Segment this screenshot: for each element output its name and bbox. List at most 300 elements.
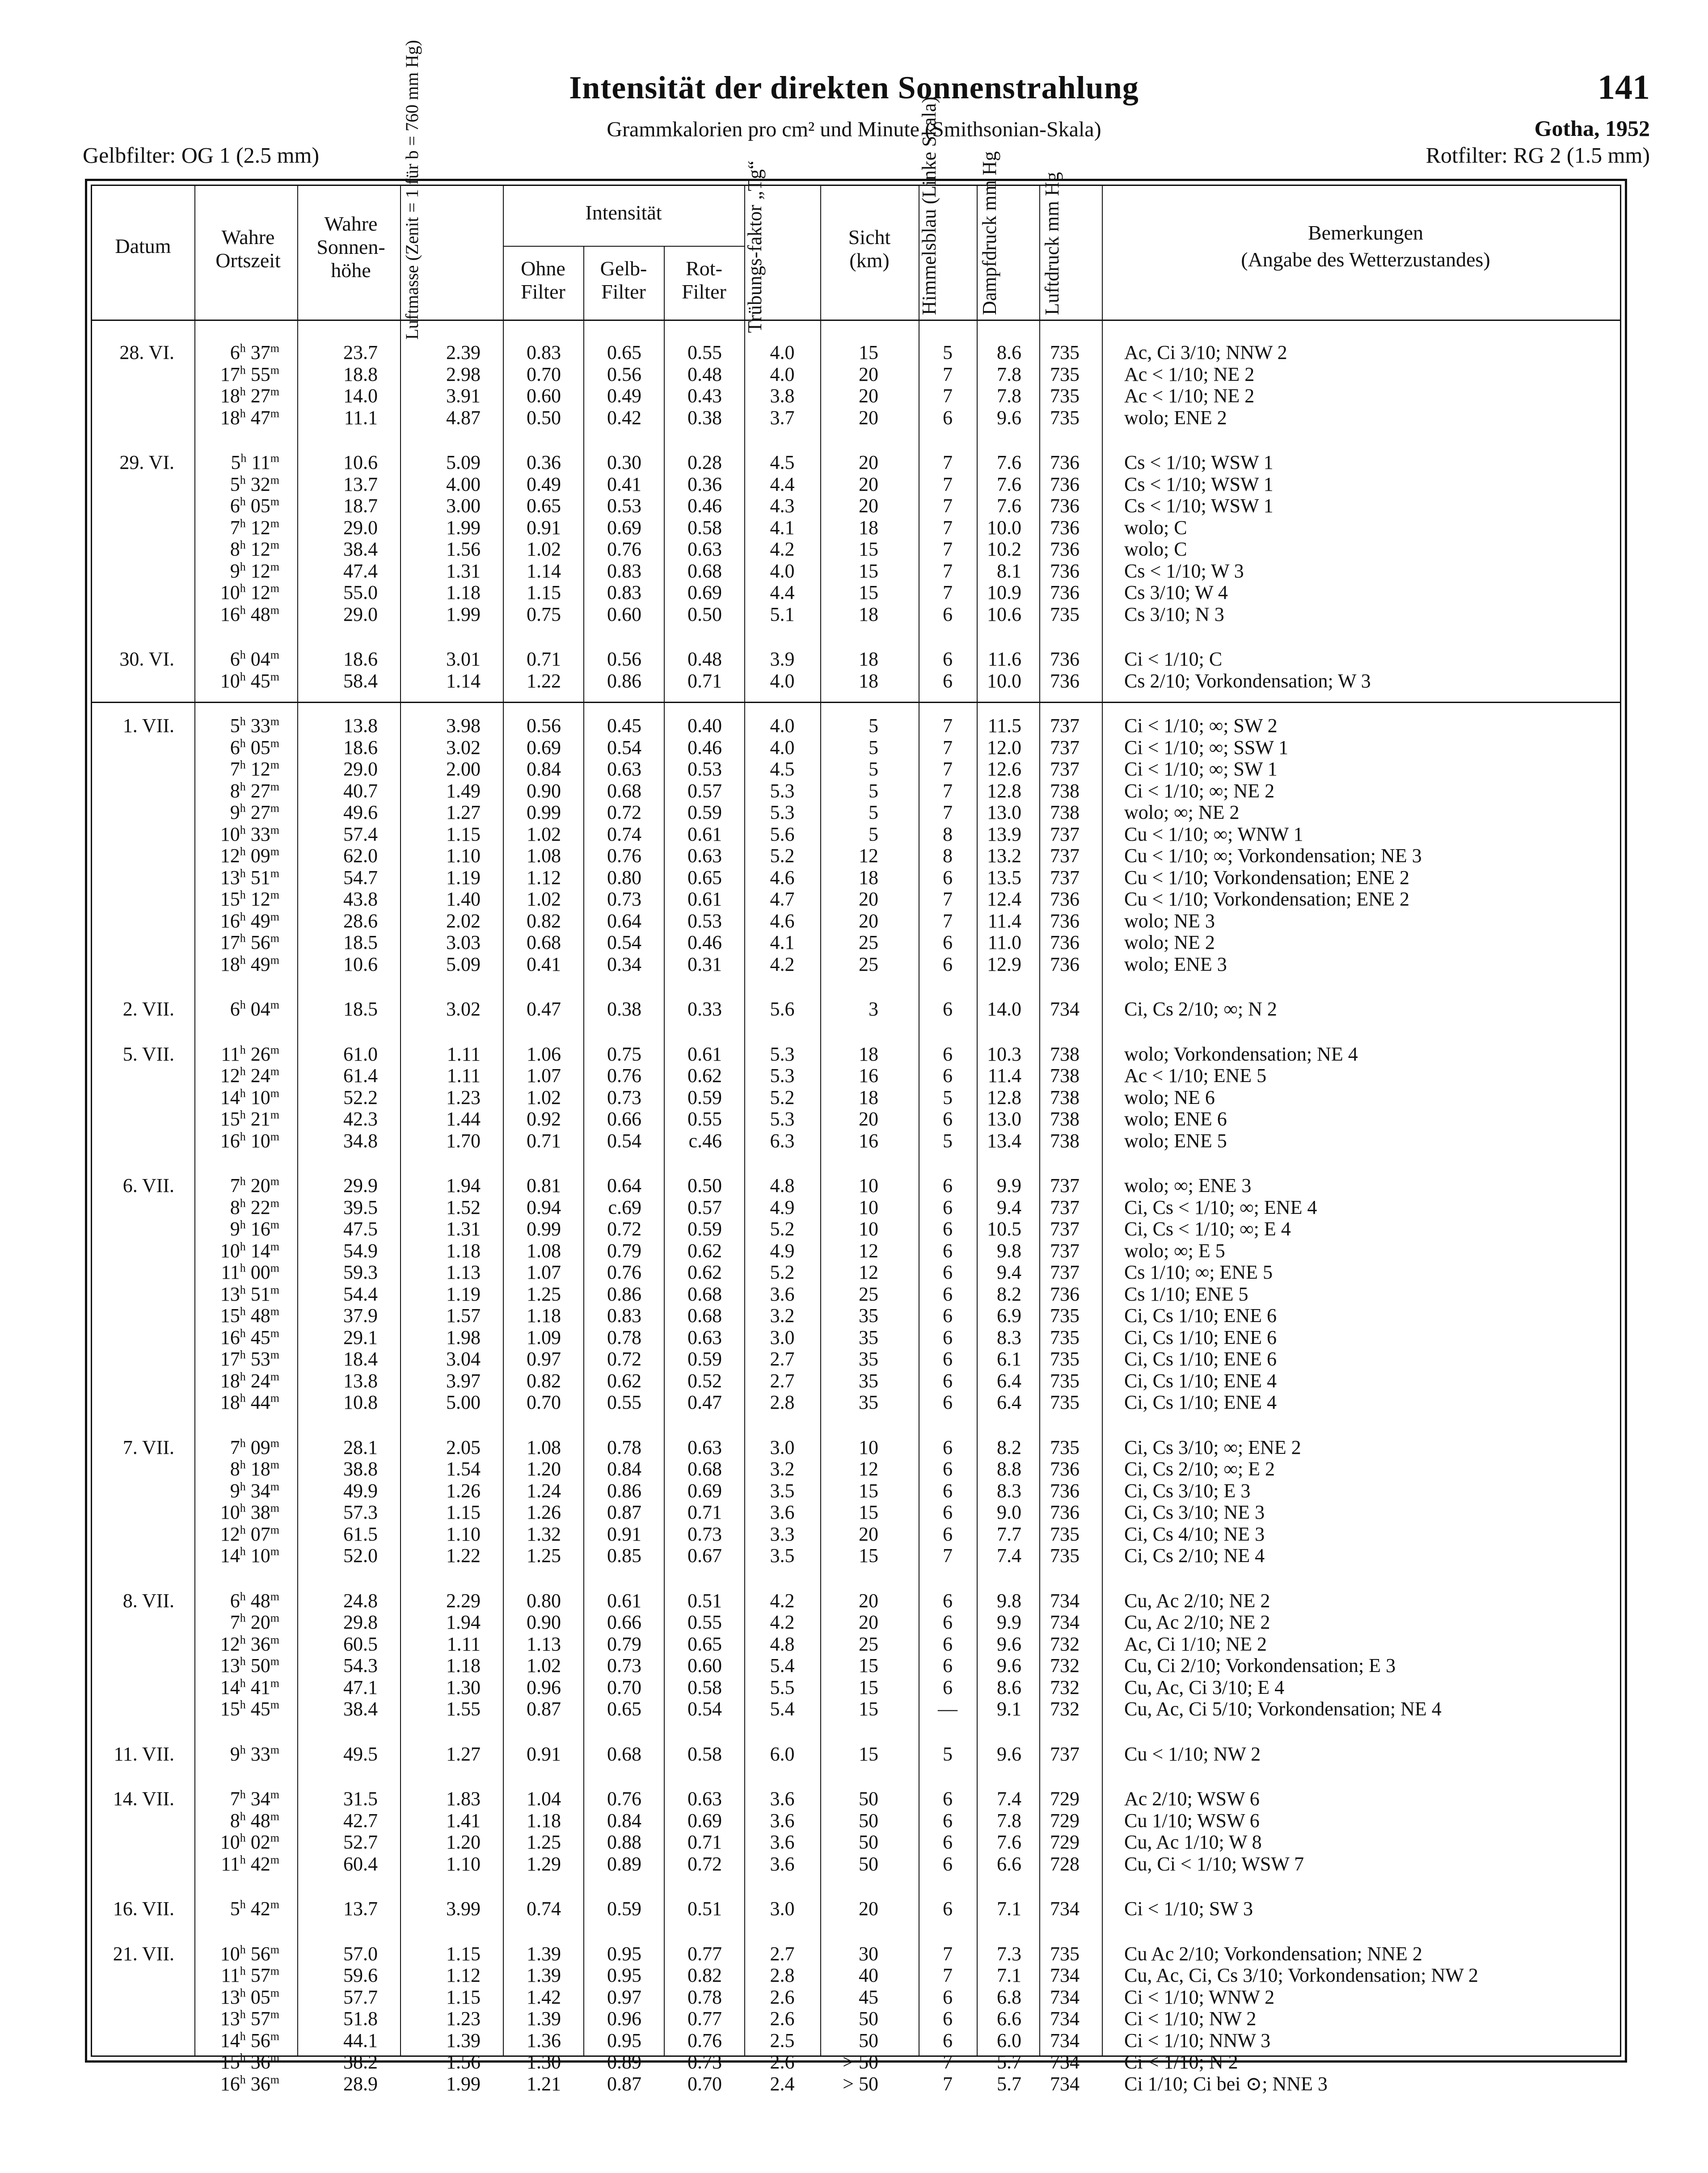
cell-ohne-filter: 0.60 xyxy=(527,385,561,407)
cell-gelb-filter: 0.76 xyxy=(607,1065,641,1086)
cell-sicht: 18 xyxy=(859,1043,878,1065)
cell-sonnenhoehe: 59.3 xyxy=(343,1261,378,1283)
cell-datum: 29. VI. xyxy=(119,451,174,473)
cell-ortszeit: 7$^h$ 12$^m$ xyxy=(230,758,279,780)
cell-truebung: 4.4 xyxy=(770,581,795,603)
cell-bemerkungen: Ci, Cs 2/10; ∞; N 2 xyxy=(1124,998,1277,1020)
table-row xyxy=(87,845,1625,867)
cell-sonnenhoehe: 54.7 xyxy=(343,866,378,889)
cell-luftmasse: 1.15 xyxy=(446,1942,481,1965)
cell-luftmasse: 4.00 xyxy=(446,473,481,495)
cell-truebung: 5.3 xyxy=(770,779,795,802)
cell-ohne-filter: 1.18 xyxy=(527,1305,561,1327)
cell-truebung: 4.7 xyxy=(770,888,795,910)
cell-luftdruck: 736 xyxy=(1050,581,1080,603)
cell-dampfdruck: 12.8 xyxy=(987,779,1021,802)
cell-luftdruck: 735 xyxy=(1050,1942,1080,1965)
cell-truebung: 5.5 xyxy=(770,1676,795,1698)
cell-ortszeit: 13$^h$ 57$^m$ xyxy=(220,2008,279,2030)
cell-sicht: 20 xyxy=(859,385,878,407)
table-row xyxy=(87,1305,1625,1327)
cell-truebung: 4.2 xyxy=(770,1611,795,1633)
cell-truebung: 4.8 xyxy=(770,1633,795,1655)
cell-ortszeit: 10$^h$ 56$^m$ xyxy=(220,1942,279,1965)
header-bemerkungen: Bemerkungen xyxy=(1307,221,1424,244)
cell-bemerkungen: Ci, Cs 2/10; NE 4 xyxy=(1124,1545,1265,1567)
cell-luftmasse: 1.18 xyxy=(446,581,481,603)
cell-ortszeit: 12$^h$ 36$^m$ xyxy=(220,1633,279,1655)
cell-truebung: 6.0 xyxy=(770,1743,795,1765)
cell-luftdruck: 738 xyxy=(1050,1129,1080,1152)
cell-sonnenhoehe: 38.8 xyxy=(343,1458,378,1480)
cell-datum: 30. VI. xyxy=(119,648,174,670)
cell-ohne-filter: 0.94 xyxy=(527,1196,561,1218)
cell-luftdruck: 738 xyxy=(1050,779,1080,802)
cell-ohne-filter: 0.65 xyxy=(527,495,561,517)
table-row xyxy=(87,2008,1625,2030)
cell-luftmasse: 1.54 xyxy=(446,1458,481,1480)
cell-truebung: 3.6 xyxy=(770,1853,795,1875)
cell-ohne-filter: 0.99 xyxy=(527,1218,561,1240)
cell-sicht: 15 xyxy=(859,1501,878,1523)
cell-dampfdruck: 7.6 xyxy=(997,451,1021,473)
cell-truebung: 3.6 xyxy=(770,1788,795,1810)
cell-dampfdruck: 7.1 xyxy=(997,1898,1021,1920)
table-row xyxy=(87,1348,1625,1370)
cell-himmelsblau: 6 xyxy=(943,1348,953,1370)
cell-bemerkungen: Cu, Ac, Ci 3/10; E 4 xyxy=(1124,1676,1285,1698)
cell-truebung: 2.4 xyxy=(770,2072,795,2095)
cell-rot-filter: 0.52 xyxy=(687,1369,722,1392)
table-row xyxy=(87,2051,1625,2073)
cell-gelb-filter: 0.34 xyxy=(607,953,641,975)
cell-sonnenhoehe: 44.1 xyxy=(343,2029,378,2051)
cell-himmelsblau: 6 xyxy=(943,1261,953,1283)
cell-gelb-filter: 0.55 xyxy=(607,1391,641,1413)
cell-ohne-filter: 1.26 xyxy=(527,1501,561,1523)
cell-gelb-filter: 0.63 xyxy=(607,758,641,780)
cell-sonnenhoehe: 28.9 xyxy=(343,2072,378,2095)
cell-bemerkungen: Cs 3/10; W 4 xyxy=(1124,581,1228,603)
cell-dampfdruck: 6.4 xyxy=(997,1391,1021,1413)
cell-bemerkungen: Ac, Ci 1/10; NE 2 xyxy=(1124,1633,1267,1655)
cell-bemerkungen: Ci, Cs 4/10; NE 3 xyxy=(1124,1523,1265,1545)
cell-gelb-filter: 0.79 xyxy=(607,1633,641,1655)
cell-rot-filter: 0.59 xyxy=(687,1348,722,1370)
cell-rot-filter: 0.68 xyxy=(687,1305,722,1327)
table-row xyxy=(87,1832,1625,1853)
cell-truebung: 5.3 xyxy=(770,1043,795,1065)
cell-datum: 16. VII. xyxy=(113,1898,174,1920)
cell-luftdruck: 735 xyxy=(1050,363,1080,385)
table-row xyxy=(87,1130,1625,1152)
cell-luftmasse: 1.98 xyxy=(446,1326,481,1348)
cell-rot-filter: 0.59 xyxy=(687,1086,722,1108)
cell-luftdruck: 736 xyxy=(1050,516,1080,539)
cell-luftmasse: 1.11 xyxy=(447,1633,481,1655)
cell-ortszeit: 14$^h$ 41$^m$ xyxy=(220,1676,279,1698)
cell-luftdruck: 735 xyxy=(1050,1436,1080,1458)
cell-dampfdruck: 10.2 xyxy=(987,538,1021,560)
cell-dampfdruck: 11.4 xyxy=(987,1065,1021,1086)
cell-rot-filter: 0.69 xyxy=(687,581,722,603)
cell-truebung: 3.9 xyxy=(770,648,795,670)
cell-truebung: 4.0 xyxy=(770,670,795,692)
cell-gelb-filter: 0.83 xyxy=(607,560,641,582)
cell-dampfdruck: 9.1 xyxy=(997,1698,1021,1720)
cell-himmelsblau: 5 xyxy=(943,341,953,363)
cell-sicht: 35 xyxy=(859,1348,878,1370)
cell-rot-filter: 0.61 xyxy=(687,823,722,845)
cell-ortszeit: 8$^h$ 18$^m$ xyxy=(230,1458,279,1480)
table-row xyxy=(87,1065,1625,1087)
cell-truebung: 5.3 xyxy=(770,1108,795,1130)
cell-dampfdruck: 9.6 xyxy=(997,406,1021,429)
cell-himmelsblau: 6 xyxy=(943,866,953,889)
cell-himmelsblau: 6 xyxy=(943,406,953,429)
cell-ortszeit: 10$^h$ 45$^m$ xyxy=(220,670,279,692)
cell-dampfdruck: 12.6 xyxy=(987,758,1021,780)
cell-gelb-filter: 0.64 xyxy=(607,910,641,932)
cell-sonnenhoehe: 18.5 xyxy=(343,931,378,953)
cell-truebung: 2.5 xyxy=(770,2029,795,2051)
cell-bemerkungen: wolo; ENE 5 xyxy=(1124,1129,1227,1152)
cell-luftdruck: 735 xyxy=(1050,1369,1080,1392)
cell-luftdruck: 737 xyxy=(1050,736,1080,758)
cell-gelb-filter: 0.66 xyxy=(607,1611,641,1633)
cell-luftmasse: 1.94 xyxy=(446,1611,481,1633)
cell-gelb-filter: 0.87 xyxy=(607,1501,641,1523)
cell-luftdruck: 738 xyxy=(1050,1108,1080,1130)
cell-ohne-filter: 1.18 xyxy=(527,1809,561,1832)
cell-dampfdruck: 13.0 xyxy=(987,1108,1021,1130)
header-sicht: Sicht (km) xyxy=(848,226,891,272)
cell-ohne-filter: 0.49 xyxy=(527,473,561,495)
table-row xyxy=(87,1524,1625,1546)
cell-gelb-filter: 0.54 xyxy=(607,1129,641,1152)
cell-ohne-filter: 1.39 xyxy=(527,2008,561,2030)
cell-ortszeit: 18$^h$ 49$^m$ xyxy=(220,953,279,975)
cell-gelb-filter: 0.87 xyxy=(607,2072,641,2095)
cell-bemerkungen: Cu, Ac, Ci 5/10; Vorkondensation; NE 4 xyxy=(1124,1698,1442,1720)
cell-sonnenhoehe: 39.5 xyxy=(343,1196,378,1218)
cell-bemerkungen: Cu, Ac, Ci, Cs 3/10; Vorkondensation; NW 2 xyxy=(1124,1964,1479,1986)
cell-ohne-filter: 1.25 xyxy=(527,1283,561,1305)
cell-luftmasse: 1.31 xyxy=(446,1218,481,1240)
cell-rot-filter: 0.31 xyxy=(687,953,722,975)
cell-rot-filter: 0.63 xyxy=(687,538,722,560)
cell-sicht: 20 xyxy=(859,910,878,932)
cell-sicht: 30 xyxy=(859,1942,878,1965)
cell-sonnenhoehe: 38.4 xyxy=(343,538,378,560)
cell-luftdruck: 736 xyxy=(1050,473,1080,495)
cell-ortszeit: 17$^h$ 55$^m$ xyxy=(220,363,279,385)
table-row xyxy=(87,1612,1625,1634)
table-row xyxy=(87,1480,1625,1502)
table-row xyxy=(87,867,1625,889)
cell-luftmasse: 1.19 xyxy=(446,1283,481,1305)
cell-sicht: 15 xyxy=(859,538,878,560)
cell-sicht: 25 xyxy=(859,1633,878,1655)
table-row xyxy=(87,1087,1625,1109)
table-row xyxy=(87,1677,1625,1699)
cell-gelb-filter: 0.76 xyxy=(607,538,641,560)
header-ortszeit: Wahre Ortszeit xyxy=(215,226,281,272)
cell-sicht: 15 xyxy=(859,1743,878,1765)
cell-sonnenhoehe: 13.8 xyxy=(343,1369,378,1392)
cell-ortszeit: 16$^h$ 45$^m$ xyxy=(220,1326,279,1348)
cell-ortszeit: 14$^h$ 10$^m$ xyxy=(220,1086,279,1108)
table-row xyxy=(87,758,1625,780)
cell-luftdruck: 734 xyxy=(1050,2008,1080,2030)
cell-truebung: 3.0 xyxy=(770,1436,795,1458)
cell-luftdruck: 732 xyxy=(1050,1633,1080,1655)
cell-bemerkungen: Cu Ac 2/10; Vorkondensation; NNE 2 xyxy=(1124,1942,1422,1965)
cell-dampfdruck: 9.6 xyxy=(997,1743,1021,1765)
cell-gelb-filter: 0.72 xyxy=(607,1218,641,1240)
cell-ohne-filter: 0.84 xyxy=(527,758,561,780)
cell-luftmasse: 1.18 xyxy=(446,1239,481,1262)
cell-bemerkungen: Ci, Cs 3/10; ∞; ENE 2 xyxy=(1124,1436,1301,1458)
cell-luftdruck: 735 xyxy=(1050,1326,1080,1348)
cell-dampfdruck: 12.0 xyxy=(987,736,1021,758)
table-row xyxy=(87,1044,1625,1065)
cell-ortszeit: 8$^h$ 48$^m$ xyxy=(230,1809,279,1832)
cell-sonnenhoehe: 14.0 xyxy=(343,385,378,407)
table-row xyxy=(87,604,1625,626)
cell-gelb-filter: 0.74 xyxy=(607,823,641,845)
cell-sonnenhoehe: 57.4 xyxy=(343,823,378,845)
cell-gelb-filter: 0.76 xyxy=(607,1261,641,1283)
table-row xyxy=(87,1197,1625,1219)
cell-sonnenhoehe: 13.7 xyxy=(343,1898,378,1920)
cell-himmelsblau: 6 xyxy=(943,1196,953,1218)
cell-sonnenhoehe: 54.4 xyxy=(343,1283,378,1305)
cell-dampfdruck: 12.8 xyxy=(987,1086,1021,1108)
cell-sicht: 15 xyxy=(859,1655,878,1676)
cell-rot-filter: 0.46 xyxy=(687,736,722,758)
cell-gelb-filter: 0.49 xyxy=(607,385,641,407)
cell-luftdruck: 737 xyxy=(1050,1261,1080,1283)
cell-ohne-filter: 0.71 xyxy=(527,648,561,670)
cell-dampfdruck: 9.4 xyxy=(997,1196,1021,1218)
cell-sonnenhoehe: 29.0 xyxy=(343,516,378,539)
cell-himmelsblau: 6 xyxy=(943,1065,953,1086)
cell-bemerkungen: Cs 3/10; N 3 xyxy=(1124,603,1224,625)
cell-ortszeit: 6$^h$ 04$^m$ xyxy=(230,998,279,1020)
cell-ortszeit: 5$^h$ 42$^m$ xyxy=(230,1898,279,1920)
cell-sicht: 12 xyxy=(859,1458,878,1480)
cell-bemerkungen: Ci, Cs 1/10; ENE 6 xyxy=(1124,1326,1277,1348)
cell-bemerkungen: Cu 1/10; WSW 6 xyxy=(1124,1809,1260,1832)
cell-gelb-filter: 0.68 xyxy=(607,1743,641,1765)
cell-rot-filter: 0.59 xyxy=(687,1218,722,1240)
table-row xyxy=(87,1175,1625,1197)
cell-rot-filter: 0.60 xyxy=(687,1655,722,1676)
cell-himmelsblau: 7 xyxy=(943,385,953,407)
cell-gelb-filter: 0.89 xyxy=(607,1853,641,1875)
cell-himmelsblau: 7 xyxy=(943,538,953,560)
cell-sicht: 5 xyxy=(869,758,878,780)
cell-ohne-filter: 1.15 xyxy=(527,581,561,603)
cell-dampfdruck: 13.9 xyxy=(987,823,1021,845)
cell-ortszeit: 10$^h$ 38$^m$ xyxy=(220,1501,279,1523)
cell-bemerkungen: Ac < 1/10; ENE 5 xyxy=(1124,1065,1267,1086)
cell-sicht: 35 xyxy=(859,1326,878,1348)
cell-sicht: 50 xyxy=(859,2029,878,2051)
cell-ohne-filter: 1.06 xyxy=(527,1043,561,1065)
table-row xyxy=(87,385,1625,407)
cell-truebung: 4.0 xyxy=(770,363,795,385)
cell-luftdruck: 734 xyxy=(1050,2072,1080,2095)
cell-sicht: 10 xyxy=(859,1196,878,1218)
table-row xyxy=(87,560,1625,582)
cell-himmelsblau: 7 xyxy=(943,363,953,385)
cell-ortszeit: 10$^h$ 12$^m$ xyxy=(220,581,279,603)
cell-himmelsblau: 7 xyxy=(943,1545,953,1567)
cell-luftdruck: 737 xyxy=(1050,758,1080,780)
cell-himmelsblau: 7 xyxy=(943,495,953,517)
cell-luftmasse: 5.09 xyxy=(446,953,481,975)
cell-truebung: 3.2 xyxy=(770,1305,795,1327)
cell-gelb-filter: 0.38 xyxy=(607,998,641,1020)
cell-gelb-filter: 0.66 xyxy=(607,1108,641,1130)
cell-datum: 28. VI. xyxy=(119,341,174,363)
cell-himmelsblau: 6 xyxy=(943,1305,953,1327)
cell-rot-filter: 0.78 xyxy=(687,1986,722,2008)
cell-ohne-filter: 0.90 xyxy=(527,1611,561,1633)
cell-ortszeit: 9$^h$ 33$^m$ xyxy=(230,1743,279,1765)
cell-himmelsblau: 7 xyxy=(943,560,953,582)
cell-ortszeit: 7$^h$ 12$^m$ xyxy=(230,516,279,539)
cell-truebung: 4.6 xyxy=(770,866,795,889)
cell-gelb-filter: 0.76 xyxy=(607,845,641,867)
cell-himmelsblau: 6 xyxy=(943,1831,953,1853)
table-row xyxy=(87,2030,1625,2052)
cell-himmelsblau: 7 xyxy=(943,758,953,780)
cell-gelb-filter: 0.65 xyxy=(607,1698,641,1720)
cell-sonnenhoehe: 47.5 xyxy=(343,1218,378,1240)
cell-truebung: 5.2 xyxy=(770,1218,795,1240)
cell-ortszeit: 16$^h$ 49$^m$ xyxy=(220,910,279,932)
cell-sicht: 20 xyxy=(859,451,878,473)
cell-gelb-filter: 0.86 xyxy=(607,1283,641,1305)
cell-dampfdruck: 8.2 xyxy=(997,1283,1021,1305)
cell-luftmasse: 1.23 xyxy=(446,2008,481,2030)
cell-sicht: 18 xyxy=(859,1086,878,1108)
cell-rot-filter: 0.58 xyxy=(687,516,722,539)
cell-dampfdruck: 10.0 xyxy=(987,670,1021,692)
cell-truebung: 3.0 xyxy=(770,1326,795,1348)
cell-bemerkungen: Cs < 1/10; WSW 1 xyxy=(1124,473,1274,495)
cell-dampfdruck: 7.6 xyxy=(997,495,1021,517)
cell-dampfdruck: 5.7 xyxy=(997,2072,1021,2095)
cell-gelb-filter: 0.86 xyxy=(607,670,641,692)
cell-sonnenhoehe: 59.6 xyxy=(343,1964,378,1986)
cell-luftdruck: 737 xyxy=(1050,1175,1080,1196)
header-rot-filter: Rot-Filter xyxy=(682,257,726,303)
cell-luftmasse: 1.26 xyxy=(446,1479,481,1502)
cell-ohne-filter: 1.29 xyxy=(527,1853,561,1875)
cell-ortszeit: 10$^h$ 33$^m$ xyxy=(220,823,279,845)
cell-rot-filter: 0.58 xyxy=(687,1743,722,1765)
cell-gelb-filter: 0.53 xyxy=(607,495,641,517)
cell-sonnenhoehe: 37.9 xyxy=(343,1305,378,1327)
cell-ortszeit: 10$^h$ 02$^m$ xyxy=(220,1831,279,1853)
cell-sonnenhoehe: 42.7 xyxy=(343,1809,378,1832)
cell-bemerkungen: Cs < 1/10; WSW 1 xyxy=(1124,495,1274,517)
cell-luftdruck: 736 xyxy=(1050,1458,1080,1480)
cell-truebung: 5.1 xyxy=(770,603,795,625)
cell-ortszeit: 15$^h$ 48$^m$ xyxy=(220,1305,279,1327)
cell-datum: 1. VII. xyxy=(122,715,174,737)
cell-truebung: 4.0 xyxy=(770,736,795,758)
cell-sicht: 20 xyxy=(859,1108,878,1130)
header-luftdruck: Luftdruck mm Hg xyxy=(1041,172,1063,315)
cell-sicht: 20 xyxy=(859,1898,878,1920)
cell-dampfdruck: 11.5 xyxy=(987,715,1021,737)
cell-luftdruck: 736 xyxy=(1050,1501,1080,1523)
cell-luftmasse: 1.13 xyxy=(446,1261,481,1283)
cell-luftdruck: 736 xyxy=(1050,538,1080,560)
cell-dampfdruck: 13.0 xyxy=(987,801,1021,823)
cell-dampfdruck: 9.0 xyxy=(997,1501,1021,1523)
cell-rot-filter: 0.53 xyxy=(687,910,722,932)
cell-himmelsblau: 7 xyxy=(943,2072,953,2095)
cell-ohne-filter: 1.02 xyxy=(527,888,561,910)
cell-luftmasse: 1.39 xyxy=(446,2029,481,2051)
header-bemerkungen-sub: (Angabe des Wetterzustandes) xyxy=(1241,248,1490,271)
cell-bemerkungen: Ci, Cs < 1/10; ∞; ENE 4 xyxy=(1124,1196,1317,1218)
cell-bemerkungen: wolo; Vorkondensation; NE 4 xyxy=(1124,1043,1358,1065)
cell-sicht: 15 xyxy=(859,1479,878,1502)
cell-luftmasse: 1.27 xyxy=(446,1743,481,1765)
cell-luftmasse: 2.98 xyxy=(446,363,481,385)
cell-truebung: 3.5 xyxy=(770,1545,795,1567)
cell-sonnenhoehe: 57.3 xyxy=(343,1501,378,1523)
cell-luftdruck: 732 xyxy=(1050,1655,1080,1676)
cell-bemerkungen: Cs < 1/10; W 3 xyxy=(1124,560,1244,582)
cell-gelb-filter: 0.84 xyxy=(607,1809,641,1832)
cell-gelb-filter: 0.76 xyxy=(607,1788,641,1810)
cell-truebung: 5.3 xyxy=(770,801,795,823)
cell-dampfdruck: 14.0 xyxy=(987,998,1021,1020)
cell-rot-filter: 0.65 xyxy=(687,1633,722,1655)
cell-gelb-filter: 0.95 xyxy=(607,1964,641,1986)
cell-luftmasse: 3.02 xyxy=(446,998,481,1020)
cell-bemerkungen: wolo; ENE 3 xyxy=(1124,953,1227,975)
cell-bemerkungen: Ci, Cs 2/10; ∞; E 2 xyxy=(1124,1458,1275,1480)
cell-ohne-filter: 0.83 xyxy=(527,341,561,363)
cell-sicht: 20 xyxy=(859,406,878,429)
cell-rot-filter: 0.59 xyxy=(687,801,722,823)
cell-luftmasse: 1.10 xyxy=(446,1523,481,1545)
cell-luftmasse: 1.11 xyxy=(447,1043,481,1065)
cell-bemerkungen: Cu < 1/10; Vorkondensation; ENE 2 xyxy=(1124,888,1409,910)
cell-luftdruck: 737 xyxy=(1050,1743,1080,1765)
cell-bemerkungen: Ac, Ci 3/10; NNW 2 xyxy=(1124,341,1287,363)
cell-ortszeit: 6$^h$ 48$^m$ xyxy=(230,1589,279,1612)
cell-ohne-filter: 1.42 xyxy=(527,1986,561,2008)
cell-himmelsblau: 6 xyxy=(943,603,953,625)
table-row xyxy=(87,889,1625,910)
cell-sicht: 18 xyxy=(859,516,878,539)
cell-truebung: 2.7 xyxy=(770,1348,795,1370)
cell-dampfdruck: 10.3 xyxy=(987,1043,1021,1065)
cell-bemerkungen: Cu, Ci < 1/10; WSW 7 xyxy=(1124,1853,1304,1875)
cell-sicht: 50 xyxy=(859,1831,878,1853)
cell-ohne-filter: 0.92 xyxy=(527,1108,561,1130)
